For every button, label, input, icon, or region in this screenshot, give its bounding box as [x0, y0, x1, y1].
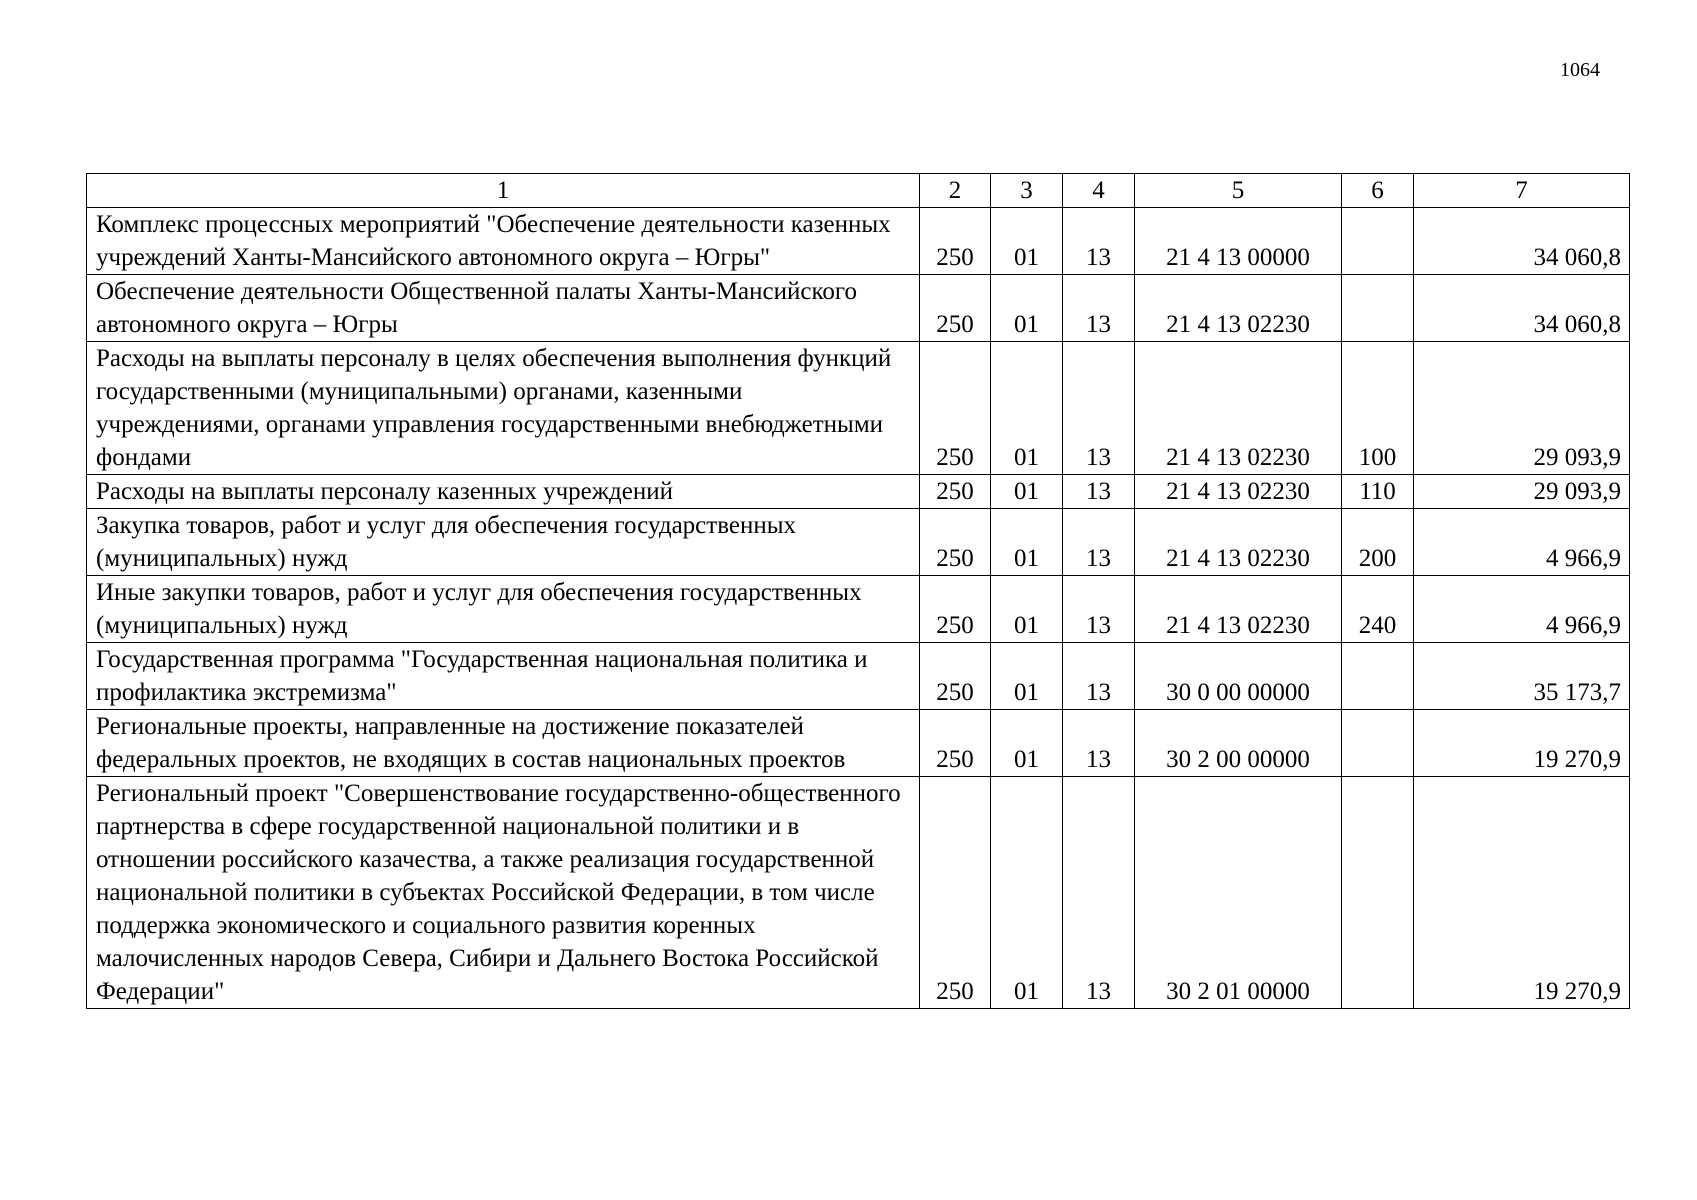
- row-col-6: [1342, 777, 1414, 1009]
- row-col-2: 250: [920, 710, 991, 777]
- row-col-7: 19 270,9: [1414, 777, 1630, 1009]
- row-col-5: 21 4 13 02230: [1135, 576, 1342, 643]
- row-col-2: 250: [920, 208, 991, 275]
- row-name: Комплекс процессных мероприятий "Обеспечение деятельности казенных учреждений Ханты-Мансийского автономного округа – Югры": [87, 208, 920, 275]
- row-col-4: 13: [1063, 475, 1135, 509]
- table-row: [87, 576, 1630, 643]
- row-col-3: 01: [991, 475, 1063, 509]
- table-row: [87, 475, 1630, 509]
- row-col-3: 01: [991, 509, 1063, 576]
- row-col-7: 4 966,9: [1414, 576, 1630, 643]
- row-col-3: 01: [991, 777, 1063, 1009]
- row-col-2: 250: [920, 576, 991, 643]
- row-name: Региональные проекты, направленные на достижение показателей федеральных проектов, не входящих в состав национальных проектов: [87, 710, 920, 777]
- row-col-5: 21 4 13 02230: [1135, 509, 1342, 576]
- row-col-6: 100: [1342, 342, 1414, 475]
- row-col-4: 13: [1063, 710, 1135, 777]
- header-col-6: 6: [1342, 174, 1414, 208]
- row-col-6: 110: [1342, 475, 1414, 509]
- row-col-6: [1342, 208, 1414, 275]
- page-number: 1064: [1560, 59, 1600, 81]
- table-row: [87, 509, 1630, 576]
- row-name: Расходы на выплаты персоналу в целях обеспечения выполнения функций государственными (муниципальными) органами, казенными учреждениями, органами управления государственными внебюджетными фондами: [87, 342, 920, 475]
- row-col-7: 4 966,9: [1414, 509, 1630, 576]
- row-col-4: 13: [1063, 208, 1135, 275]
- row-name: Расходы на выплаты персоналу казенных учреждений: [87, 475, 920, 509]
- table-row: [87, 208, 1630, 275]
- row-col-3: 01: [991, 576, 1063, 643]
- row-col-4: 13: [1063, 576, 1135, 643]
- row-col-4: 13: [1063, 509, 1135, 576]
- row-col-5: 30 2 00 00000: [1135, 710, 1342, 777]
- row-col-4: 13: [1063, 643, 1135, 710]
- table-row: [87, 777, 1630, 1009]
- header-row: [87, 174, 1630, 208]
- row-col-6: 200: [1342, 509, 1414, 576]
- row-name: Иные закупки товаров, работ и услуг для обеспечения государственных (муниципальных) нужд: [87, 576, 920, 643]
- row-col-5: 30 0 00 00000: [1135, 643, 1342, 710]
- row-col-4: 13: [1063, 275, 1135, 342]
- row-col-4: 13: [1063, 777, 1135, 1009]
- row-col-5: 30 2 01 00000: [1135, 777, 1342, 1009]
- row-col-3: 01: [991, 208, 1063, 275]
- row-name: Государственная программа "Государственная национальная политика и профилактика экстремизма": [87, 643, 920, 710]
- header-col-7: 7: [1414, 174, 1630, 208]
- row-name: Обеспечение деятельности Общественной палаты Ханты-Мансийского автономного округа – Югры: [87, 275, 920, 342]
- row-col-5: 21 4 13 00000: [1135, 208, 1342, 275]
- row-col-3: 01: [991, 710, 1063, 777]
- row-col-3: 01: [991, 643, 1063, 710]
- row-col-6: [1342, 275, 1414, 342]
- table-row: [87, 275, 1630, 342]
- header-col-3: 3: [991, 174, 1063, 208]
- row-col-7: 29 093,9: [1414, 475, 1630, 509]
- header-col-2: 2: [920, 174, 991, 208]
- row-col-7: 34 060,8: [1414, 208, 1630, 275]
- table-row: [87, 342, 1630, 475]
- row-col-2: 250: [920, 509, 991, 576]
- row-col-7: 34 060,8: [1414, 275, 1630, 342]
- row-col-5: 21 4 13 02230: [1135, 475, 1342, 509]
- row-name: Региональный проект "Совершенствование государственно-общественного партнерства в сфере государственной национальной политики и в отношении российского казачества, а также реализация государственной национальной политики в субъектах Российской Федерации, в том числе поддержка экономического и социального развития коренных малочисленных народов Севера, Сибири и Дальнего Востока Российской Федерации": [87, 777, 920, 1009]
- row-col-2: 250: [920, 475, 991, 509]
- row-col-5: 21 4 13 02230: [1135, 275, 1342, 342]
- table-row: [87, 710, 1630, 777]
- row-col-5: 21 4 13 02230: [1135, 342, 1342, 475]
- row-col-6: [1342, 710, 1414, 777]
- row-col-4: 13: [1063, 342, 1135, 475]
- table-row: [87, 643, 1630, 710]
- row-col-6: [1342, 643, 1414, 710]
- row-col-2: 250: [920, 777, 991, 1009]
- header-col-5: 5: [1135, 174, 1342, 208]
- row-col-2: 250: [920, 275, 991, 342]
- header-col-4: 4: [1063, 174, 1135, 208]
- row-col-2: 250: [920, 342, 991, 475]
- row-col-7: 19 270,9: [1414, 710, 1630, 777]
- row-col-2: 250: [920, 643, 991, 710]
- row-name: Закупка товаров, работ и услуг для обеспечения государственных (муниципальных) нужд: [87, 509, 920, 576]
- row-col-3: 01: [991, 342, 1063, 475]
- row-col-7: 29 093,9: [1414, 342, 1630, 475]
- row-col-3: 01: [991, 275, 1063, 342]
- row-col-6: 240: [1342, 576, 1414, 643]
- row-col-7: 35 173,7: [1414, 643, 1630, 710]
- header-col-1: 1: [87, 174, 920, 208]
- budget-table: [86, 173, 1630, 1009]
